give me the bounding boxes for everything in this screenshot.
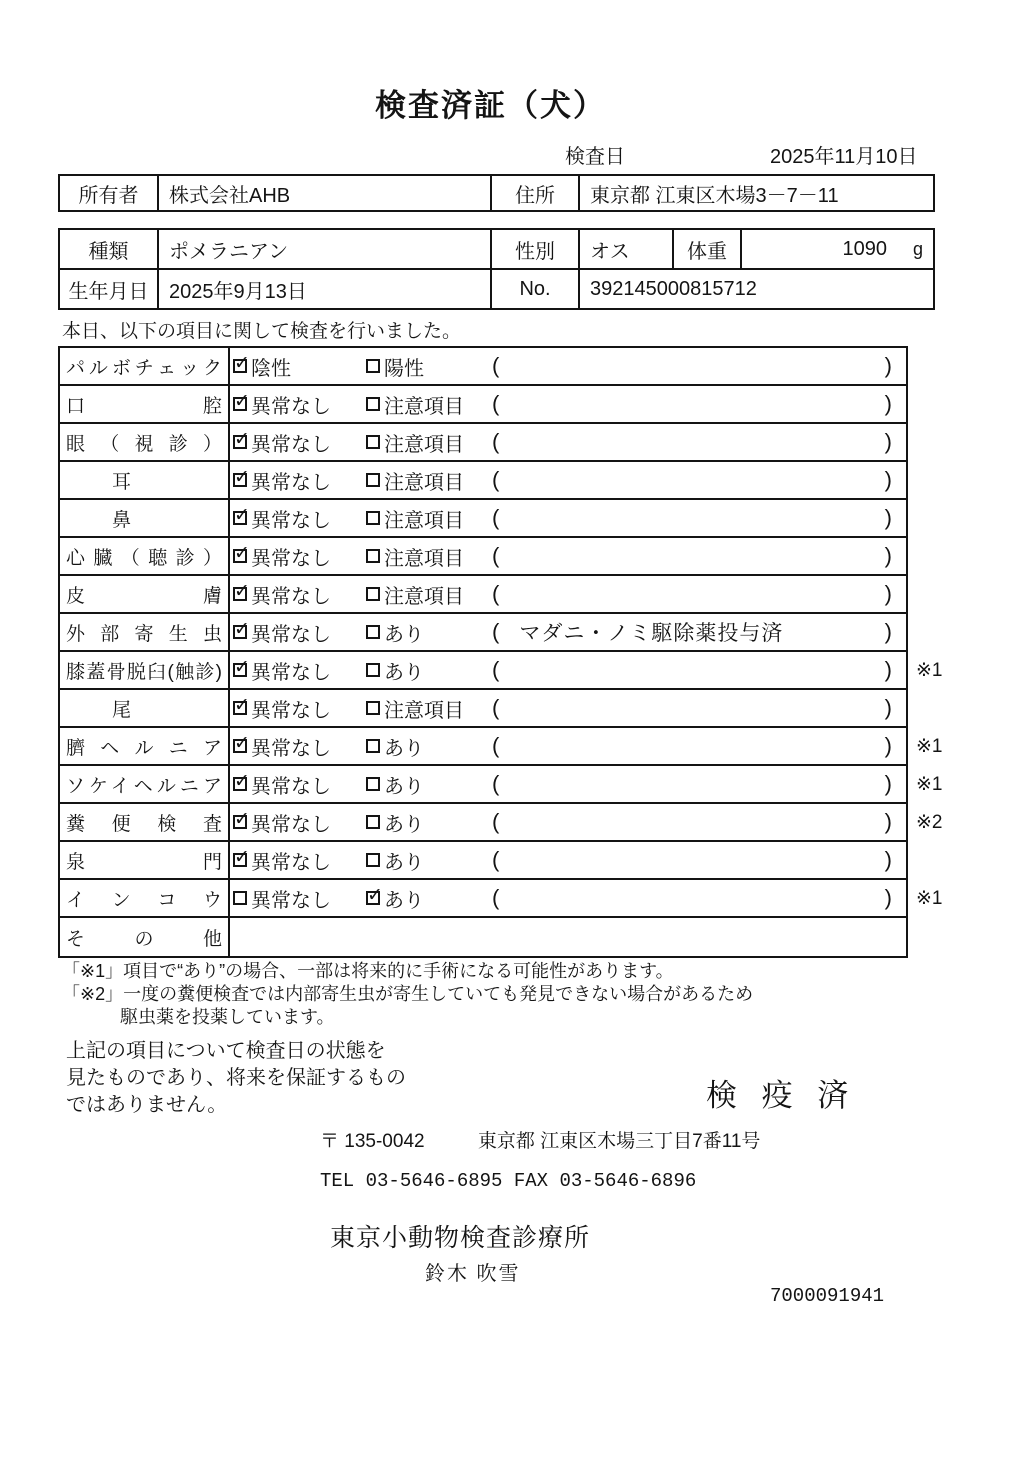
result-parenthesis [492, 467, 906, 493]
result-parenthesis [492, 695, 906, 721]
checklist-table [58, 346, 943, 958]
checkbox-option [366, 466, 464, 495]
checklist-row-options [230, 580, 492, 609]
checklist-row-options [230, 656, 492, 685]
veterinarian-name: 鈴木 吹雪 [425, 1263, 521, 1285]
checkbox-option-label: 注意項目 [384, 547, 464, 570]
birthdate-label: 生年月日 [68, 280, 149, 303]
checklist-row-label-cell [60, 842, 230, 878]
result-parenthesis [492, 429, 906, 455]
checklist-row [60, 842, 906, 880]
checked-checkbox-icon [233, 587, 247, 601]
checked-checkbox-icon [233, 511, 247, 525]
checklist-row [60, 766, 943, 804]
checkbox-option [366, 846, 424, 875]
checkbox-option [233, 352, 366, 381]
document-serial-number: 7000091941 [770, 1285, 885, 1307]
checklist-row-options [230, 352, 492, 381]
checkbox-option-label: 異常なし [251, 395, 331, 418]
weight-number: 1090 [842, 237, 887, 260]
certificate-no-label: No. [490, 270, 578, 308]
checklist-row-options [230, 428, 492, 457]
intro-text: 本日、以下の項目に関して検査を行いました。 [62, 321, 462, 342]
breed-value: ポメラニアン [157, 230, 490, 268]
paren-close: ) [884, 429, 892, 454]
checkbox-option [233, 618, 366, 647]
result-note-text: マダニ・ノミ駆除薬投与済 [519, 622, 784, 645]
checklist-row [60, 880, 943, 918]
checkbox-option-label: 異常なし [251, 813, 331, 836]
checkbox-option-label: あり [384, 889, 424, 912]
checklist-row-label: 尾 [112, 699, 132, 721]
checklist-row-label: 泉門 [66, 851, 222, 873]
checklist-row [60, 348, 906, 386]
checkbox-option-label: 注意項目 [384, 471, 464, 494]
checkbox-option-label: 異常なし [251, 661, 331, 684]
result-parenthesis [492, 581, 906, 607]
unchecked-checkbox-icon [233, 891, 247, 905]
checkbox-option-label: 注意項目 [384, 585, 464, 608]
checkbox-option-label: 異常なし [251, 585, 331, 608]
pet-info-table [58, 228, 935, 310]
paren-close: ) [884, 771, 892, 796]
checklist-row-body [230, 652, 906, 688]
checklist-row-body [230, 348, 906, 384]
checkbox-option [366, 352, 424, 381]
owner-label: 所有者 [78, 184, 139, 207]
checkbox-option-label: あり [384, 623, 424, 646]
paren-close: ) [884, 619, 892, 644]
unchecked-checkbox-icon [366, 549, 380, 563]
unchecked-checkbox-icon [366, 359, 380, 373]
checkbox-option-label: 異常なし [251, 623, 331, 646]
paren-close: ) [884, 809, 892, 834]
checklist-row-body [230, 918, 906, 956]
checkbox-option [233, 542, 366, 571]
unchecked-checkbox-icon [366, 739, 380, 753]
footnote-2: 「※2」一度の糞便検査では内部寄生虫が寄生していても発見できない場合があるため [62, 984, 754, 1004]
paren-open: ( [492, 885, 500, 910]
reference-mark: ※1 [916, 660, 943, 681]
quarantine-passed-stamp: 検 疫 済 [706, 1078, 857, 1113]
checklist-row-label-cell [60, 728, 230, 764]
checklist-row [60, 690, 906, 728]
checkbox-option [366, 504, 464, 533]
checkbox-option [366, 694, 464, 723]
paren-open: ( [492, 809, 500, 834]
paren-close: ) [884, 353, 892, 378]
checklist-row [60, 462, 906, 500]
postal-code: 〒 135-0042 [320, 1131, 425, 1152]
owner-table [58, 174, 935, 212]
checkbox-option-label: 陰性 [251, 357, 291, 380]
checklist-row-label: 耳 [112, 471, 132, 493]
paren-close: ) [884, 505, 892, 530]
reference-mark: ※1 [916, 736, 943, 757]
paren-open: ( [492, 581, 500, 606]
checklist-row-label-cell [60, 576, 230, 612]
clinic-tel-fax: TEL 03-5646-6895 FAX 03-5646-6896 [320, 1170, 697, 1192]
clinic-address: 東京都 江東区木場三丁目7番11号 [477, 1131, 761, 1152]
sex-label: 性別 [490, 230, 578, 268]
checkbox-option [366, 770, 424, 799]
checklist-row-label-cell [60, 652, 230, 688]
footnote-1: 「※1」項目で“あり”の場合、一部は将来的に手術になる可能性があります。 [62, 961, 674, 981]
checkbox-option-label: 異常なし [251, 775, 331, 798]
paren-open: ( [492, 733, 500, 758]
checklist-row-label-cell [60, 424, 230, 460]
checkbox-option-label: 異常なし [251, 737, 331, 760]
checklist-row-label: 心臓（聴診） [66, 547, 222, 569]
checkbox-option [366, 580, 464, 609]
checkbox-option [233, 884, 366, 913]
checklist-row-label: 鼻 [112, 509, 132, 531]
unchecked-checkbox-icon [366, 473, 380, 487]
checkbox-option [233, 656, 366, 685]
clinic-postal-address [320, 1126, 760, 1153]
checkbox-option [233, 428, 366, 457]
result-parenthesis [492, 617, 906, 647]
checklist-row-label-cell [60, 918, 230, 956]
checkbox-option-label: 異常なし [251, 471, 331, 494]
unchecked-checkbox-icon [366, 397, 380, 411]
checklist-row-body [230, 804, 906, 840]
paren-close: ) [884, 581, 892, 606]
paren-open: ( [492, 467, 500, 492]
checkbox-option-label: 異常なし [251, 889, 331, 912]
unchecked-checkbox-icon [366, 435, 380, 449]
paren-close: ) [884, 391, 892, 416]
clinic-name: 東京小動物検査診療所 [330, 1224, 591, 1252]
result-parenthesis [492, 505, 906, 531]
checklist-row-label-cell [60, 880, 230, 916]
checkbox-option [233, 808, 366, 837]
unchecked-checkbox-icon [366, 701, 380, 715]
checklist-row-label: インコウ [66, 889, 222, 911]
checklist-row-label: 皮膚 [66, 585, 222, 607]
checked-checkbox-icon [233, 473, 247, 487]
checklist-row-options [230, 542, 492, 571]
checked-checkbox-icon [233, 663, 247, 677]
checklist-row-label: 外部寄生虫 [66, 623, 222, 645]
checklist-row-label-cell [60, 348, 230, 384]
checklist-row-label-cell [60, 766, 230, 802]
paren-open: ( [492, 619, 500, 644]
checklist-row-label-cell [60, 614, 230, 650]
page-title: 検査済証（犬） [375, 88, 606, 123]
disclaimer-line-3: ではありません。 [66, 1094, 228, 1116]
checklist-row-options [230, 808, 492, 837]
paren-close: ) [884, 543, 892, 568]
checklist-row-label: ソケイヘルニア [66, 775, 222, 797]
checklist-row-options [230, 618, 492, 647]
checklist-row-label: 眼（視診） [66, 433, 222, 455]
disclaimer-line-1: 上記の項目について検査日の状態を [66, 1040, 386, 1062]
checkbox-option-label: あり [384, 661, 424, 684]
checklist-row-label: パルボチェック [66, 357, 222, 379]
checked-checkbox-icon [233, 397, 247, 411]
checked-checkbox-icon [233, 815, 247, 829]
checklist-row-body [230, 538, 906, 574]
pet-info-row-1 [60, 230, 933, 268]
unchecked-checkbox-icon [366, 853, 380, 867]
checkbox-option-label: 注意項目 [384, 395, 464, 418]
unchecked-checkbox-icon [366, 587, 380, 601]
checkbox-option-label: 異常なし [251, 547, 331, 570]
checkbox-option-label: 異常なし [251, 509, 331, 532]
checklist-row-body [230, 500, 906, 536]
checked-checkbox-icon [366, 891, 380, 905]
checkbox-option-label: 注意項目 [384, 509, 464, 532]
paren-open: ( [492, 543, 500, 568]
checklist-row-body [230, 614, 906, 650]
checked-checkbox-icon [233, 435, 247, 449]
checklist-row-options [230, 732, 492, 761]
certificate-no-value: 392145000815712 [578, 270, 933, 308]
checklist-row [60, 614, 906, 652]
checklist-row-label-cell [60, 804, 230, 840]
checkbox-option [366, 428, 464, 457]
unchecked-checkbox-icon [366, 815, 380, 829]
unchecked-checkbox-icon [366, 625, 380, 639]
checklist-row [60, 538, 906, 576]
paren-open: ( [492, 353, 500, 378]
checklist-row-options [230, 694, 492, 723]
checkbox-option [233, 580, 366, 609]
checkbox-option [233, 694, 366, 723]
checklist-row-label: 臍ヘルニア [66, 737, 222, 759]
checkbox-option [366, 542, 464, 571]
reference-mark: ※1 [916, 888, 943, 909]
checkbox-option-label: 注意項目 [384, 699, 464, 722]
checklist-row-body [230, 462, 906, 498]
checkbox-option-label: 異常なし [251, 433, 331, 456]
disclaimer-text [66, 1038, 406, 1119]
footnotes [62, 960, 753, 1029]
checked-checkbox-icon [233, 739, 247, 753]
checklist-row [60, 500, 906, 538]
checklist-row-label-cell [60, 690, 230, 726]
inspection-date-label: 検査日 [565, 146, 625, 168]
checked-checkbox-icon [233, 625, 247, 639]
paren-open: ( [492, 847, 500, 872]
checklist-row-label: 糞便検査 [66, 813, 222, 835]
paren-open: ( [492, 391, 500, 416]
checkbox-option [366, 732, 424, 761]
checklist-row-body [230, 766, 906, 802]
address-label: 住所 [490, 176, 578, 210]
result-parenthesis [492, 885, 906, 911]
weight-unit: g [912, 238, 923, 259]
checklist-row-label: その他 [66, 928, 222, 950]
sex-value: オス [578, 230, 672, 268]
paren-open: ( [492, 771, 500, 796]
checkbox-option-label: あり [384, 737, 424, 760]
checkbox-option [366, 808, 424, 837]
paren-close: ) [884, 733, 892, 758]
checklist-row-body [230, 690, 906, 726]
checklist-row-label-cell [60, 386, 230, 422]
result-parenthesis [492, 733, 906, 759]
checklist-row-options [230, 390, 492, 419]
checkbox-option [366, 656, 424, 685]
checklist-row-options [230, 504, 492, 533]
checkbox-option-label: あり [384, 851, 424, 874]
pet-info-row-2 [60, 268, 933, 308]
checklist-row-label-cell [60, 538, 230, 574]
checked-checkbox-icon [233, 701, 247, 715]
checkbox-option [233, 770, 366, 799]
checklist-row [60, 424, 906, 462]
paren-open: ( [492, 429, 500, 454]
paren-close: ) [884, 467, 892, 492]
checkbox-option [366, 618, 424, 647]
checklist-row [60, 386, 906, 424]
checklist-row-body [230, 576, 906, 612]
result-parenthesis [492, 771, 906, 797]
checklist-row [60, 652, 943, 690]
checkbox-option [233, 390, 366, 419]
birthdate-value: 2025年9月13日 [157, 270, 490, 308]
checklist-row-body [230, 728, 906, 764]
unchecked-checkbox-icon [366, 511, 380, 525]
checklist-row [60, 728, 943, 766]
checklist-row-label-cell [60, 462, 230, 498]
result-parenthesis [492, 353, 906, 379]
result-parenthesis [492, 543, 906, 569]
checkbox-option [233, 504, 366, 533]
paren-open: ( [492, 695, 500, 720]
paren-close: ) [884, 885, 892, 910]
checked-checkbox-icon [233, 359, 247, 373]
unchecked-checkbox-icon [366, 663, 380, 677]
checkbox-option-label: 異常なし [251, 851, 331, 874]
paren-close: ) [884, 847, 892, 872]
disclaimer-line-2: 見たものであり、将来を保証するもの [66, 1067, 406, 1089]
checked-checkbox-icon [233, 853, 247, 867]
checklist-row-options [230, 466, 492, 495]
checkbox-option [366, 884, 424, 913]
reference-mark: ※2 [916, 812, 943, 833]
address-value: 東京都 江東区木場3－7－11 [578, 176, 933, 210]
owner-value: 株式会社AHB [157, 176, 490, 210]
checked-checkbox-icon [233, 777, 247, 791]
checklist-row-options [230, 770, 492, 799]
checklist-row [60, 804, 943, 842]
checkbox-option [366, 390, 464, 419]
result-parenthesis [492, 657, 906, 683]
checklist-row-body [230, 880, 906, 916]
reference-mark: ※1 [916, 774, 943, 795]
checkbox-option-label: 異常なし [251, 699, 331, 722]
checklist-row-label-cell [60, 500, 230, 536]
checkbox-option [233, 732, 366, 761]
weight-value [740, 230, 933, 268]
checklist-row [60, 918, 906, 956]
checklist-row-options [230, 846, 492, 875]
checklist-row-options [230, 884, 492, 913]
result-parenthesis [492, 847, 906, 873]
checkbox-option-label: あり [384, 775, 424, 798]
paren-close: ) [884, 657, 892, 682]
checkbox-option-label: 陽性 [384, 357, 424, 380]
weight-label: 体重 [672, 230, 740, 268]
checklist-row [60, 576, 906, 614]
checked-checkbox-icon [233, 549, 247, 563]
checklist-row-label: 膝蓋骨脱臼(触診) [66, 661, 222, 683]
unchecked-checkbox-icon [366, 777, 380, 791]
checkbox-option [233, 466, 366, 495]
checklist-row-body [230, 842, 906, 878]
checkbox-option-label: 注意項目 [384, 433, 464, 456]
checkbox-option-label: あり [384, 813, 424, 836]
result-parenthesis [492, 391, 906, 417]
paren-close: ) [884, 695, 892, 720]
checklist-row-label: 口腔 [66, 395, 222, 417]
inspection-date-value: 2025年11月10日 [770, 146, 918, 168]
checklist-row-body [230, 424, 906, 460]
paren-open: ( [492, 505, 500, 530]
checklist-row-body [230, 386, 906, 422]
breed-label: 種類 [88, 240, 129, 263]
checkbox-option [233, 846, 366, 875]
paren-open: ( [492, 657, 500, 682]
result-parenthesis [492, 809, 906, 835]
footnote-2-continued: 駆虫薬を投薬しています。 [120, 1007, 335, 1027]
